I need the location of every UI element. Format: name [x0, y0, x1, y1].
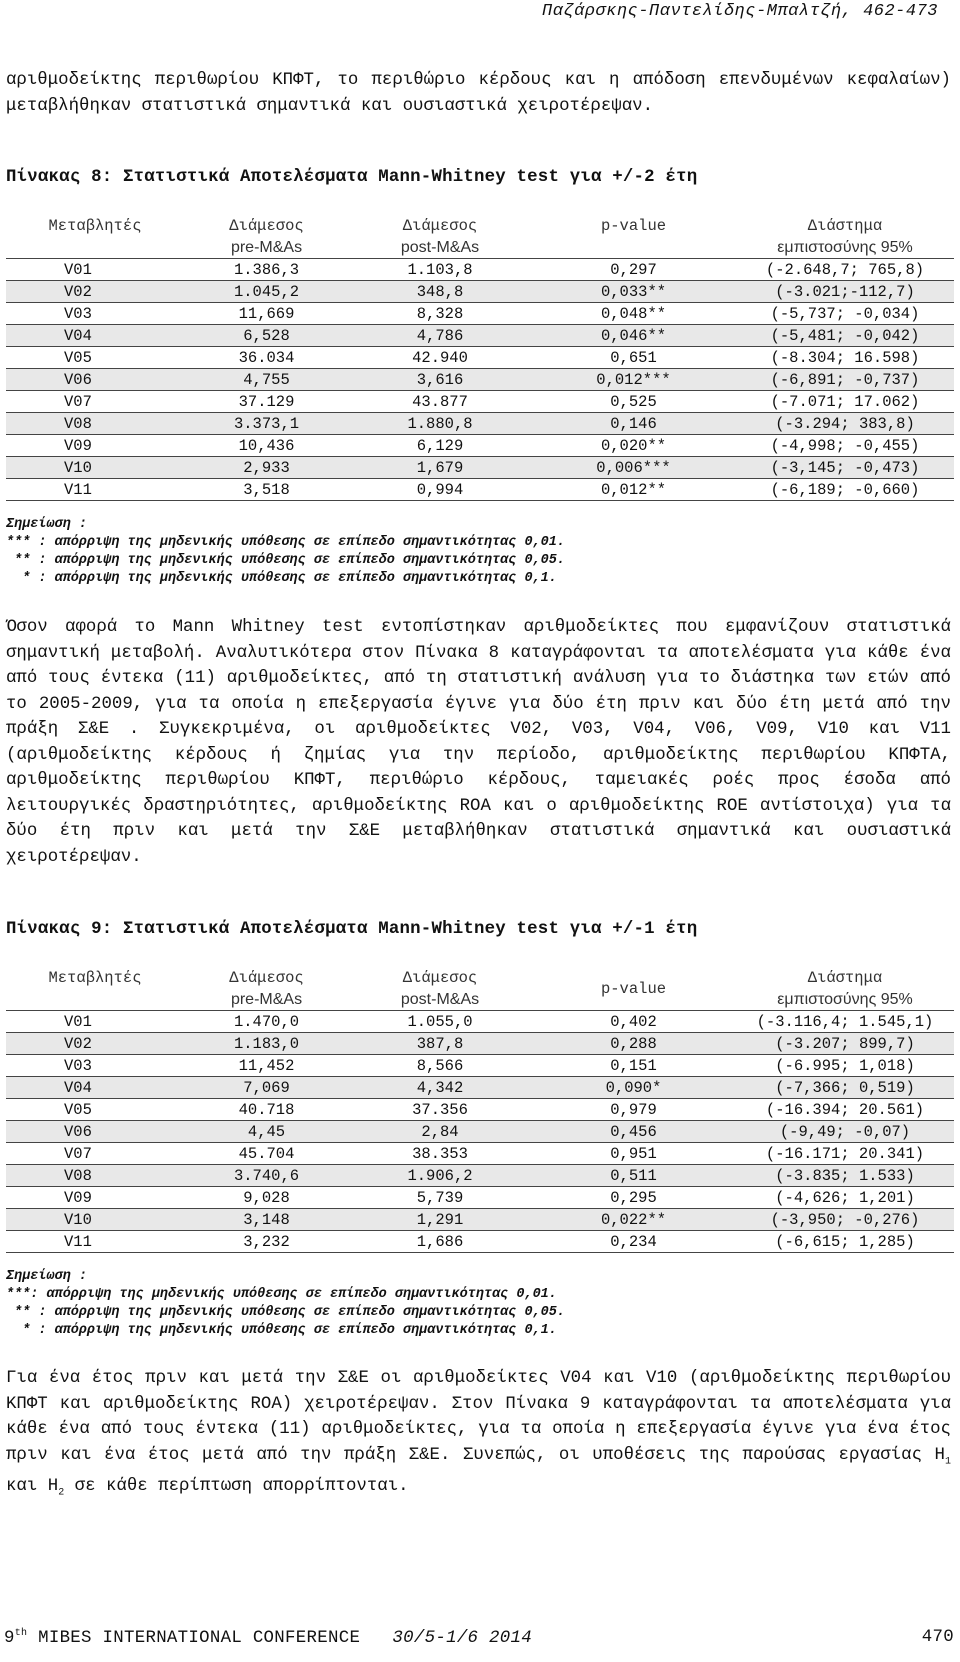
table8-row [6, 435, 954, 457]
table8-header-median-pre-l1: Διάμεσος [229, 217, 304, 235]
table8-cell: (-4,998; -0,455) [736, 435, 954, 457]
table8-row [6, 391, 954, 413]
table9-cell: 3,148 [184, 1209, 349, 1231]
table8-cell: 4,786 [349, 325, 531, 347]
table9-cell: V11 [6, 1231, 184, 1253]
table8-cell: 348,8 [349, 281, 531, 303]
table9-row [6, 1033, 954, 1055]
table9-cell: 0,090* [531, 1077, 736, 1099]
table9-cell: (-3.835; 1.533) [736, 1165, 954, 1187]
table8-cell: 0,651 [531, 347, 736, 369]
table9-cell: 7,069 [184, 1077, 349, 1099]
middle-paragraph: Όσον αφορά το Mann Whitney test εντοπίστηκαν αριθμοδείκτες που εμφανίζουν στατιστικά σημαντική μεταβολή. Αναλυτικότερα στον Πίνακα 8 καταγράφονται τα αποτελέσματα για κάθε ένα από τους έντεκα (11) αριθμοδείκτες, από τη στατιστική ανάλυση για το διάστηκα των ετών από το 2005-2009, για τα οποία η επεξεργασία έγινε για δύο έτη πριν και δύο έτη μετά από την πράξη Σ&Ε . Συγκεκριμένα, οι αριθμοδείκτες V02, V03, V04, V06, V09, V10 και V11 (αριθμοδείκτης κέρδους ή ζημίας για την περίοδο, αριθμοδείκτης περιθωρίου ΚΠΦΤΑ, αριθμοδείκτης περιθωρίου ΚΠΦΤ, περιθώριο κέρδους, ταμειακές ροές προς έσοδα από λειτουργικές δραστηριότητες, αριθμοδείκτης ROA και ο αριθμοδείκτης ROE αντίστοιχα) για τα δύο έτη πριν και μετά την Σ&Ε μεταβλήθηκαν στατιστικά σημαντικά και ουσιαστικά χειροτέρεψαν. [6, 618, 951, 867]
table8-cell: 4,755 [184, 369, 349, 391]
table9-header-row [6, 966, 954, 1011]
table8-cell: V02 [6, 281, 184, 303]
table9-cell: (-16.394; 20.561) [736, 1099, 954, 1121]
table8-cell: 3,518 [184, 479, 349, 501]
table9-cell: (-9,49; -0,07) [736, 1121, 954, 1143]
table8-cell: V10 [6, 457, 184, 479]
table8-cell: 6,528 [184, 325, 349, 347]
table9-cell: 37.356 [349, 1099, 531, 1121]
table8-note-1: *** : απόρριψη της μηδενικής υπόθεσης σε επίπεδο σημαντικότητας 0,01. [6, 535, 565, 550]
table9-note-1: ***: απόρριψη της μηδενικής υπόθεσης σε επίπεδο σημαντικότητας 0,01. [6, 1287, 557, 1302]
table9-header-variables: Μεταβλητές [48, 969, 142, 987]
table8-header-ci-l2: εμπιστοσύνης 95% [777, 239, 913, 256]
running-header: Παζάρσκης-Παντελίδης-Μπαλτζή, 462-473 [542, 2, 938, 21]
table9-row [6, 1143, 954, 1165]
table8-row [6, 303, 954, 325]
table8-cell: 0,006*** [531, 457, 736, 479]
table8-cell: 0,033** [531, 281, 736, 303]
table9-cell: 0,511 [531, 1165, 736, 1187]
table9-header-median-pre [184, 966, 349, 1011]
table9-header-median-post-l2: post-M&As [400, 991, 480, 1008]
table9-row [6, 1011, 954, 1033]
table8-cell: 42.940 [349, 347, 531, 369]
table9-caption: Πίνακας 9: Στατιστικά Αποτελέσματα Mann-Whitney test για +/-1 έτη [6, 920, 698, 939]
table8-cell: 0,525 [531, 391, 736, 413]
table9-header-median-pre-l2: pre-M&As [230, 991, 303, 1008]
table8 [6, 214, 954, 501]
table9-cell: 0,456 [531, 1121, 736, 1143]
table9-cell: 0,288 [531, 1033, 736, 1055]
table8-header-ci-l1: Διάστημα [807, 217, 883, 235]
table8-cell: 1,679 [349, 457, 531, 479]
table8-header-ci [736, 214, 954, 259]
footer-conference-name: MIBES INTERNATIONAL CONFERENCE [27, 1628, 361, 1648]
table9-cell: 0,234 [531, 1231, 736, 1253]
table9-cell: 0,402 [531, 1011, 736, 1033]
table9-cell: 3,232 [184, 1231, 349, 1253]
table8-cell: (-3,145; -0,473) [736, 457, 954, 479]
table8-cell: 0,046** [531, 325, 736, 347]
table9-cell: 4,45 [184, 1121, 349, 1143]
table8-cell: (-2.648,7; 765,8) [736, 259, 954, 281]
table8-cell: 37.129 [184, 391, 349, 413]
table8-row [6, 369, 954, 391]
table8-header-pvalue: p-value [600, 217, 667, 235]
table8-header-median-post-l1: Διάμεσος [402, 217, 478, 235]
table8-cell: 1.103,8 [349, 259, 531, 281]
table9-cell: (-4,626; 1,201) [736, 1187, 954, 1209]
table8-cell: 43.877 [349, 391, 531, 413]
table8-cell: V11 [6, 479, 184, 501]
table9-row [6, 1187, 954, 1209]
table9-cell: 0,979 [531, 1099, 736, 1121]
table9-header-median-post [349, 966, 531, 1011]
table9-header-median-post-l1: Διάμεσος [402, 969, 478, 987]
table8-cell: 10,436 [184, 435, 349, 457]
table9-note-title: Σημείωση : [6, 1269, 88, 1284]
table9 [6, 966, 954, 1253]
table8-cell: 6,129 [349, 435, 531, 457]
table9-cell: 1.183,0 [184, 1033, 349, 1055]
table8-note-3: * : απόρριψη της μηδενικής υπόθεσης σε επίπεδο σημαντικότητας 0,1. [6, 571, 557, 586]
table8-caption: Πίνακας 8: Στατιστικά Αποτελέσματα Mann-Whitney test για +/-2 έτη [6, 168, 698, 187]
table8-header-median-pre [184, 214, 349, 259]
table9-cell: (-3,950; -0,276) [736, 1209, 954, 1231]
table9-cell: 38.353 [349, 1143, 531, 1165]
table9-cell: V03 [6, 1055, 184, 1077]
table8-cell: (-3.294; 383,8) [736, 413, 954, 435]
table8-cell: 0,146 [531, 413, 736, 435]
table8-header-row [6, 214, 954, 259]
table9-cell: 1.906,2 [349, 1165, 531, 1187]
intro-paragraph: αριθμοδείκτης περιθωρίου ΚΠΦΤ, το περιθώριο κέρδους και η απόδοση επενδυμένων κεφαλαίων) μεταβλήθηκαν στατιστικά σημαντικά και ουσιαστικά χειροτέρεψαν. [6, 71, 951, 116]
table8-cell: V07 [6, 391, 184, 413]
table8-row [6, 413, 954, 435]
table9-cell: (-6,615; 1,285) [736, 1231, 954, 1253]
table9-cell: V06 [6, 1121, 184, 1143]
table8-body [6, 259, 954, 501]
table8-cell: 0,012*** [531, 369, 736, 391]
table8-cell: 8,328 [349, 303, 531, 325]
final-paragraph-sub1: 1 [944, 1455, 951, 1467]
table9-row [6, 1077, 954, 1099]
table9-row [6, 1121, 954, 1143]
table8-row [6, 325, 954, 347]
table9-cell: 0,295 [531, 1187, 736, 1209]
table9-header-median-pre-l1: Διάμεσος [229, 969, 304, 987]
table8-header-median-pre-l2: pre-M&As [230, 239, 303, 256]
table9-cell: (-3.207; 899,7) [736, 1033, 954, 1055]
table9-note-2: ** : απόρριψη της μηδενικής υπόθεσης σε επίπεδο σημαντικότητας 0,05. [6, 1305, 565, 1320]
table8-cell: (-5,737; -0,034) [736, 303, 954, 325]
table8-cell: 0,994 [349, 479, 531, 501]
footer-conference [4, 1628, 532, 1648]
table9-cell: 0,951 [531, 1143, 736, 1165]
table8-cell: 2,933 [184, 457, 349, 479]
table9-cell: 5,739 [349, 1187, 531, 1209]
table8-cell: V03 [6, 303, 184, 325]
table8-cell: 36.034 [184, 347, 349, 369]
table9-cell: (-7,366; 0,519) [736, 1077, 954, 1099]
table9-cell: 1.470,0 [184, 1011, 349, 1033]
table9-cell: 9,028 [184, 1187, 349, 1209]
table9-header-ci-l1: Διάστημα [807, 969, 883, 987]
table9-cell: (-16.171; 20.341) [736, 1143, 954, 1165]
table9-row [6, 1099, 954, 1121]
table8-row [6, 479, 954, 501]
table8-note-2: ** : απόρριψη της μηδενικής υπόθεσης σε επίπεδο σημαντικότητας 0,05. [6, 553, 565, 568]
table8-row [6, 259, 954, 281]
table9-cell: 0,022** [531, 1209, 736, 1231]
final-paragraph-part1: Για ένα έτος πριν και μετά την Σ&Ε οι αριθμοδείκτες V04 και V10 (αριθμοδείκτης περιθωρίου ΚΠΦΤ και αριθμοδείκτης ROA) χειροτέρεψαν. Στον Πίνακα 9 καταγράφονται τα αποτελέσματα για κάθε ένα από τους έντεκα (11) αριθμοδείκτες, για τα οποία η επεξεργασία έγινε για ένα έτος πριν και ένα έτος μετά από την πράξη Σ&Ε. Συνεπώς, οι υποθέσεις της παρούσας εργασίας H [6, 1369, 951, 1465]
table8-row [6, 281, 954, 303]
table9-cell: 2,84 [349, 1121, 531, 1143]
table9-row [6, 1055, 954, 1077]
table9-cell: (-3.116,4; 1.545,1) [736, 1011, 954, 1033]
table8-cell: V04 [6, 325, 184, 347]
table9-cell: 8,566 [349, 1055, 531, 1077]
table9-cell: 40.718 [184, 1099, 349, 1121]
table9-note-3: * : απόρριψη της μηδενικής υπόθεσης σε επίπεδο σημαντικότητας 0,1. [6, 1323, 557, 1338]
table9-cell: 3.740,6 [184, 1165, 349, 1187]
table8-cell: 1.386,3 [184, 259, 349, 281]
table8-cell: (-5,481; -0,042) [736, 325, 954, 347]
table9-cell: V08 [6, 1165, 184, 1187]
table8-cell: (-6,891; -0,737) [736, 369, 954, 391]
table9-cell: 0,151 [531, 1055, 736, 1077]
table8-cell: 1.045,2 [184, 281, 349, 303]
table8-cell: (-7.071; 17.062) [736, 391, 954, 413]
table9-cell: V02 [6, 1033, 184, 1055]
table9-cell: 11,452 [184, 1055, 349, 1077]
table8-cell: V05 [6, 347, 184, 369]
table9-cell: V05 [6, 1099, 184, 1121]
table8-cell: V01 [6, 259, 184, 281]
table9-body [6, 1011, 954, 1253]
final-paragraph-part3: σε κάθε περίπτωση απορρίπτονται. [64, 1477, 409, 1497]
table9-cell: V04 [6, 1077, 184, 1099]
footer-dates: 30/5-1/6 2014 [392, 1628, 532, 1648]
table8-cell: V06 [6, 369, 184, 391]
table8-cell: 0,048** [531, 303, 736, 325]
table9-cell: V01 [6, 1011, 184, 1033]
table8-note-title: Σημείωση : [6, 517, 88, 532]
table9-row [6, 1209, 954, 1231]
table8-cell: 0,020** [531, 435, 736, 457]
table8-row [6, 347, 954, 369]
table9-header-ci-l2: εμπιστοσύνης 95% [777, 991, 913, 1008]
table9-header-pvalue: p-value [600, 979, 667, 998]
table8-cell: 3.373,1 [184, 413, 349, 435]
table9-cell: V07 [6, 1143, 184, 1165]
table9-row [6, 1165, 954, 1187]
final-paragraph-sub2: 2 [58, 1487, 65, 1499]
final-paragraph [6, 1366, 951, 1506]
table9-header-ci [736, 966, 954, 1011]
table8-cell: 0,012** [531, 479, 736, 501]
table8-cell: V09 [6, 435, 184, 457]
table8-cell: V08 [6, 413, 184, 435]
table9-cell: 1,686 [349, 1231, 531, 1253]
table8-cell: 3,616 [349, 369, 531, 391]
table9-cell: 387,8 [349, 1033, 531, 1055]
table8-header-median-post-l2: post-M&As [400, 239, 480, 256]
table8-cell: 0,297 [531, 259, 736, 281]
footer-edition-sup: th [14, 1628, 28, 1639]
table8-cell: (-8.304; 16.598) [736, 347, 954, 369]
table8-row [6, 457, 954, 479]
table9-row [6, 1231, 954, 1253]
table9-cell: 45.704 [184, 1143, 349, 1165]
table8-header-median-post [349, 214, 531, 259]
table9-cell: V09 [6, 1187, 184, 1209]
table9-cell: 1.055,0 [349, 1011, 531, 1033]
table8-header-variables: Μεταβλητές [48, 217, 142, 235]
footer-edition-num: 9 [4, 1628, 15, 1648]
table8-cell: (-3.021;-112,7) [736, 281, 954, 303]
final-paragraph-part2: και H [6, 1477, 59, 1497]
footer-page-number: 470 [921, 1628, 954, 1647]
table9-cell: V10 [6, 1209, 184, 1231]
table8-cell: 1.880,8 [349, 413, 531, 435]
table9-cell: (-6.995; 1,018) [736, 1055, 954, 1077]
table8-cell: 11,669 [184, 303, 349, 325]
table9-cell: 1,291 [349, 1209, 531, 1231]
table8-cell: (-6,189; -0,660) [736, 479, 954, 501]
table9-cell: 4,342 [349, 1077, 531, 1099]
